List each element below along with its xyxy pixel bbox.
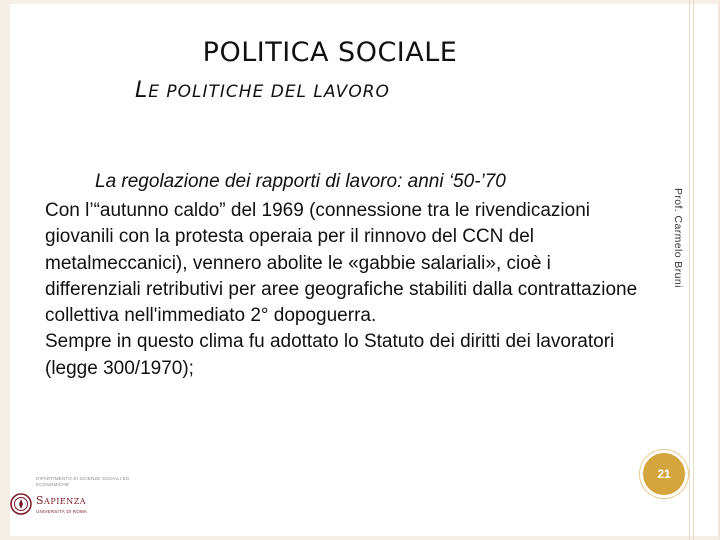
- sapienza-seal-icon: [10, 493, 32, 515]
- right-rule-2: [693, 0, 694, 540]
- slide-subtitle: [135, 78, 390, 103]
- author-label: Prof. Carmelo Bruni: [672, 188, 684, 288]
- subtitle-initial: L: [135, 78, 149, 103]
- right-rule: [689, 0, 690, 540]
- page-number-badge: [640, 450, 688, 498]
- paragraph-2: Sempre in questo clima fu adottato lo Statuto dei diritti dei lavoratori (legge 300/1970);: [45, 331, 615, 379]
- content-body: [45, 198, 645, 382]
- university-logo-name: Sapienza: [36, 494, 87, 507]
- subtitle-rest: E POLITICHE DEL LAVORO: [148, 82, 390, 102]
- department-name: DIPARTIMENTO DI SCIENZE SOCIALI ED ECONOMICHE: [36, 476, 130, 487]
- university-logo-sub: UNIVERSITÀ DI ROMA: [36, 509, 88, 514]
- page-number: 21: [657, 467, 671, 481]
- paragraph-1: Con l’“autunno caldo” del 1969 (connessione tra le rivendicazioni giovanili con la protesta operaia per il rinnovo del CCN del metalmeccanici), vennero abolite le «gabbie salariali», cioè i differenziali retributivi per aree geografiche stabiliti dalla contrattazione collettiva nell'immediato 2° dopoguerra.: [45, 200, 638, 327]
- content-heading: La regolazione dei rapporti di lavoro: anni ‘50-’70: [95, 171, 506, 192]
- slide-title: POLITICA SOCIALE: [202, 37, 458, 68]
